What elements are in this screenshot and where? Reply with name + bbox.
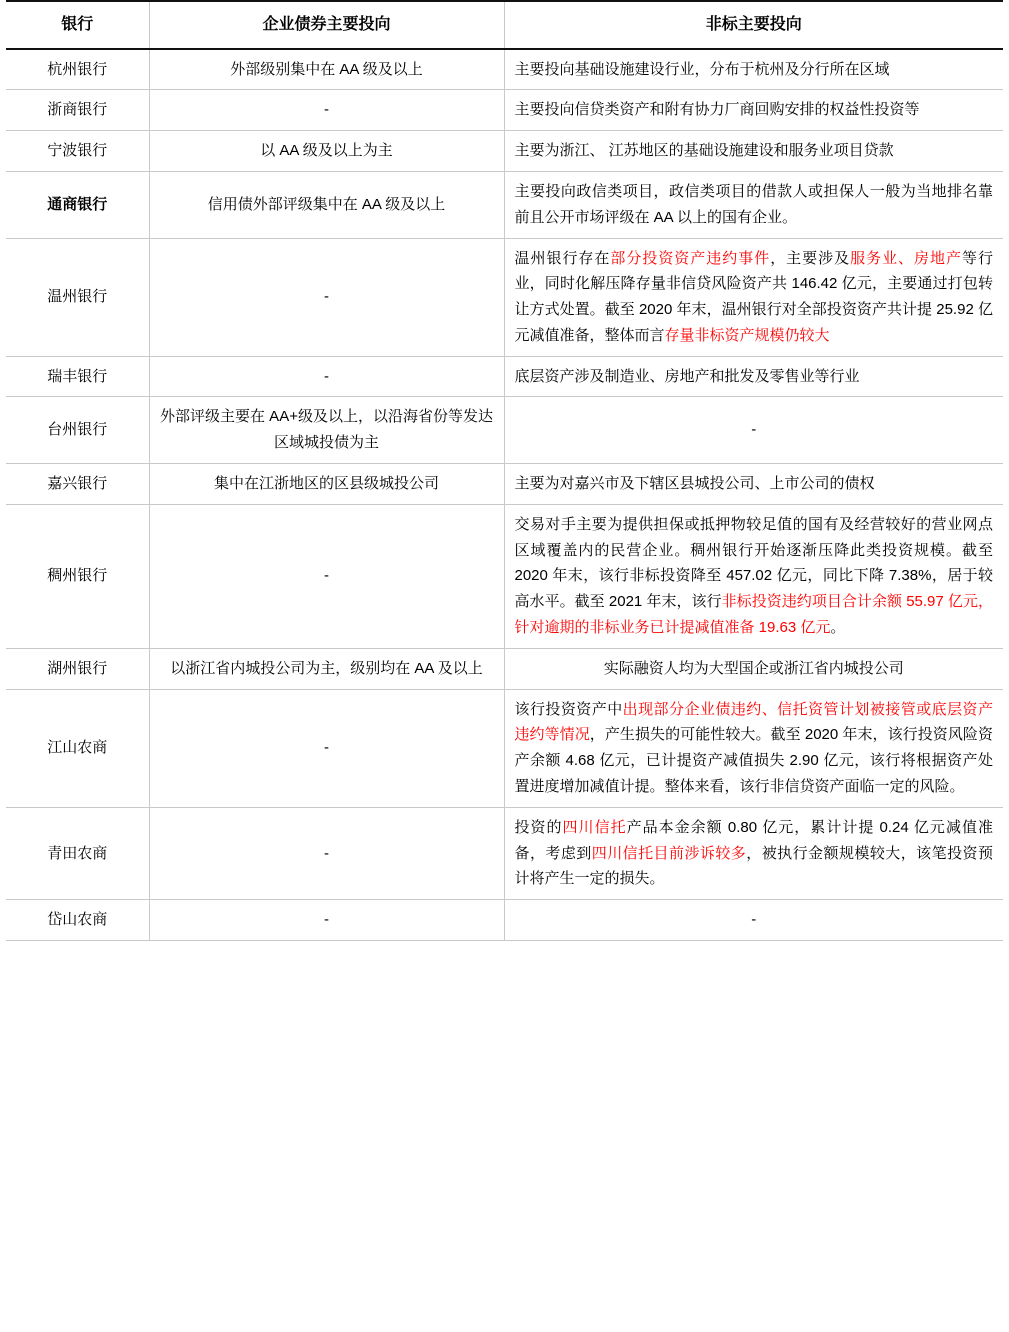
cell-corporate-bond-direction: 外部评级主要在 AA+级及以上，以沿海省份等发达区域城投债为主 <box>149 397 504 464</box>
body-text: 。 <box>830 619 846 637</box>
bank-investment-table <box>6 0 1003 941</box>
cell-nonstandard-direction <box>504 49 1003 90</box>
body-text: ，主要涉及 <box>770 249 851 267</box>
table-row <box>6 464 1003 505</box>
cell-bank-name: 浙商银行 <box>6 90 149 131</box>
table-row <box>6 397 1003 464</box>
body-text: ，被执行金额规模较大，该笔投资预计将产生一定的损失。 <box>514 844 993 888</box>
cell-bank-name: 岱山农商 <box>6 900 149 941</box>
cell-corporate-bond-direction: - <box>149 90 504 131</box>
cell-nonstandard-direction <box>504 900 1003 941</box>
cell-corporate-bond-direction: 以浙江省内城投公司为主，级别均在 AA 及以上 <box>149 648 504 689</box>
highlighted-text: 四川信托 <box>562 818 627 836</box>
highlighted-text: 非标投资违约项目合计余额 55.97 亿元，针对逾期的非标业务已计提减值准备 19.63 亿元 <box>514 593 993 637</box>
table-row <box>6 238 1003 356</box>
table-row <box>6 504 1003 648</box>
cell-bank-name: 台州银行 <box>6 397 149 464</box>
body-text: 主要投向信贷类资产和附有协力厂商回购安排的权益性投资等 <box>514 101 920 119</box>
table-row <box>6 171 1003 238</box>
cell-corporate-bond-direction: - <box>149 238 504 356</box>
cell-bank-name: 嘉兴银行 <box>6 464 149 505</box>
cell-corporate-bond-direction: 集中在江浙地区的区县级城投公司 <box>149 464 504 505</box>
cell-bank-name: 稠州银行 <box>6 504 149 648</box>
cell-corporate-bond-direction: - <box>149 807 504 899</box>
table-header <box>6 1 1003 49</box>
cell-bank-name: 江山农商 <box>6 689 149 807</box>
body-text: 主要为对嘉兴市及下辖区县城投公司、上市公司的债权 <box>514 475 875 493</box>
cell-bank-name: 湖州银行 <box>6 648 149 689</box>
body-text: - <box>751 911 757 929</box>
column-header-bank: 银行 <box>6 1 149 49</box>
cell-nonstandard-direction <box>504 356 1003 397</box>
body-text: 投资的 <box>514 818 563 836</box>
body-text: 温州银行存在 <box>514 249 611 267</box>
body-text: 交易对手主要为提供担保或抵押物较足值的国有及经营较好的营业网点区域覆盖内的民营企业。稠州银行开始逐渐压降此类投资规模。截至 2020 年末，该行非标投资降至 457.02 亿元，同比下降 7.38%，居于较高水平。截至 2021 年末，该行 <box>514 515 993 611</box>
body-text: 产品本金余额 0.80 亿元，累计计提 0.24 亿元减值准备，考虑到 <box>514 818 993 862</box>
highlighted-text: 服务业、房地产 <box>850 249 962 267</box>
body-text: 主要投向基础设施建设行业，分布于杭州及分行所在区域 <box>514 60 890 78</box>
column-header-nonstandard: 非标主要投向 <box>504 1 1003 49</box>
cell-corporate-bond-direction: 信用债外部评级集中在 AA 级及以上 <box>149 171 504 238</box>
body-text: - <box>751 421 757 439</box>
cell-corporate-bond-direction: - <box>149 900 504 941</box>
cell-nonstandard-direction <box>504 689 1003 807</box>
cell-corporate-bond-direction: - <box>149 356 504 397</box>
table-row <box>6 90 1003 131</box>
table-row <box>6 689 1003 807</box>
cell-bank-name: 青田农商 <box>6 807 149 899</box>
cell-nonstandard-direction <box>504 504 1003 648</box>
table-row <box>6 807 1003 899</box>
highlighted-text: 部分投资资产违约事件 <box>610 249 771 267</box>
body-text: 底层资产涉及制造业、房地产和批发及零售业等行业 <box>514 367 860 385</box>
cell-corporate-bond-direction: 外部级别集中在 AA 级及以上 <box>149 49 504 90</box>
body-text: 该行投资资产中 <box>514 700 623 718</box>
cell-nonstandard-direction <box>504 238 1003 356</box>
cell-nonstandard-direction <box>504 171 1003 238</box>
cell-corporate-bond-direction: - <box>149 504 504 648</box>
cell-bank-name: 通商银行 <box>6 171 149 238</box>
column-header-corporate-bond: 企业债券主要投向 <box>149 1 504 49</box>
table-row <box>6 356 1003 397</box>
body-text: 等行业，同时化解压降存量非信贷风险资产共 146.42 亿元，主要通过打包转让方式处置。截至 2020 年末，温州银行对全部投资资产共计提 25.92 亿元减值准备，整体而言 <box>514 249 993 344</box>
cell-bank-name: 瑞丰银行 <box>6 356 149 397</box>
body-text: 主要为浙江、 江苏地区的基础设施建设和服务业项目贷款 <box>514 142 894 160</box>
body-text: 实际融资人均为大型国企或浙江省内城投公司 <box>603 659 904 677</box>
table-row <box>6 49 1003 90</box>
highlighted-text: 四川信托目前涉诉较多 <box>591 844 747 862</box>
table-header-row <box>6 1 1003 49</box>
cell-nonstandard-direction <box>504 648 1003 689</box>
table-body <box>6 49 1003 941</box>
highlighted-text: 出现部分企业债违约、信托资管计划被接管或底层资产违约等情况 <box>514 700 993 744</box>
cell-nonstandard-direction <box>504 464 1003 505</box>
table-row <box>6 648 1003 689</box>
cell-nonstandard-direction <box>504 90 1003 131</box>
body-text: 主要投向政信类项目，政信类项目的借款人或担保人一般为当地排名靠前且公开市场评级在 AA 以上的国有企业。 <box>514 182 993 226</box>
body-text: ，产生损失的可能性较大。截至 2020 年末，该行投资风险资产余额 4.68 亿元，已计提资产减值损失 2.90 亿元，该行将根据资产处置进度增加减值计提。整体来看，该行非信贷资产面临一定的风险。 <box>514 726 993 796</box>
cell-bank-name: 杭州银行 <box>6 49 149 90</box>
cell-nonstandard-direction <box>504 131 1003 172</box>
cell-bank-name: 宁波银行 <box>6 131 149 172</box>
cell-nonstandard-direction <box>504 397 1003 464</box>
table-row <box>6 900 1003 941</box>
cell-bank-name: 温州银行 <box>6 238 149 356</box>
cell-corporate-bond-direction: - <box>149 689 504 807</box>
cell-nonstandard-direction <box>504 807 1003 899</box>
cell-corporate-bond-direction: 以 AA 级及以上为主 <box>149 131 504 172</box>
table-row <box>6 131 1003 172</box>
highlighted-text: 存量非标资产规模仍较大 <box>664 326 830 344</box>
